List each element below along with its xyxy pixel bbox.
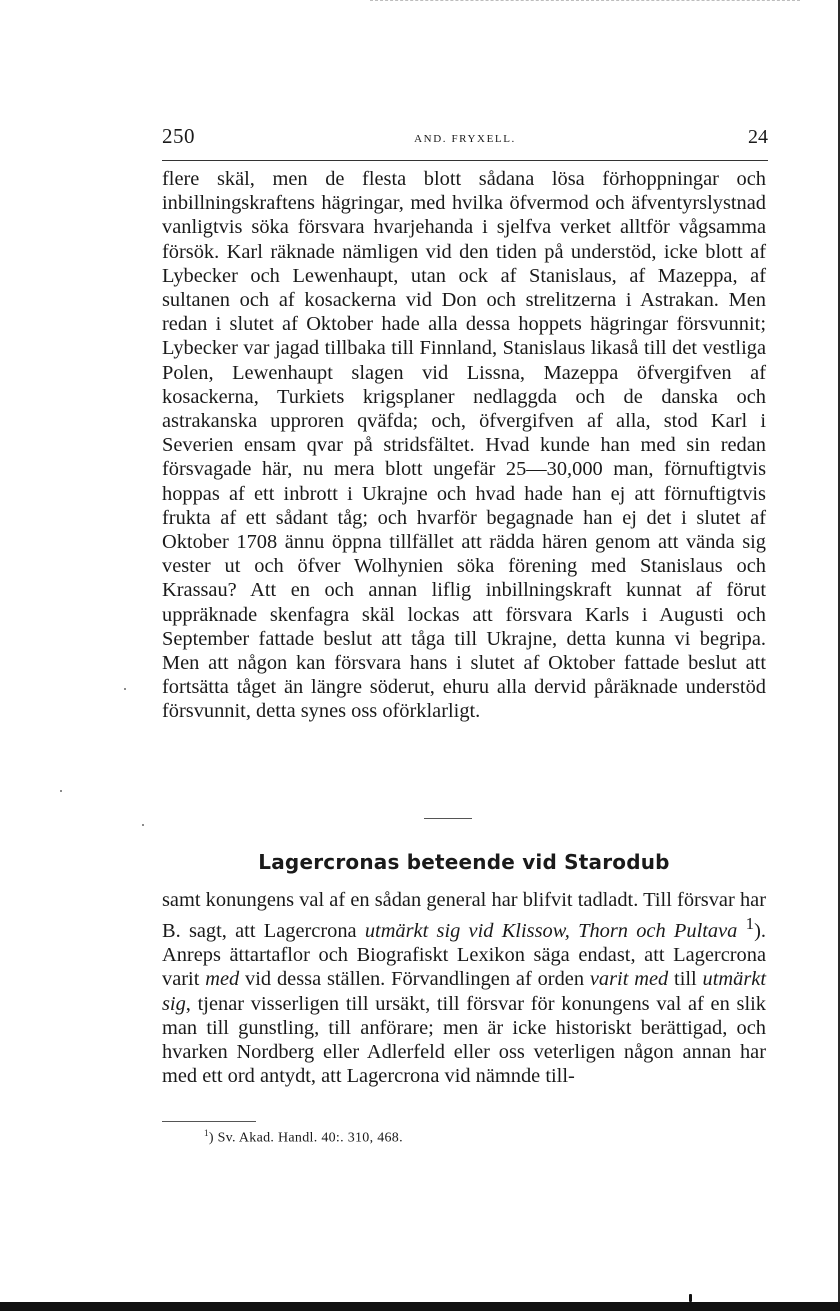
paragraph-2 xyxy=(162,888,766,1088)
p2-text-e: vid dessa ställen. Förvandlingen af orden xyxy=(239,968,590,991)
p2-text-c3: ). Anreps ättartaflor och Biografiskt Lexikon säga endast, att Lagercrona varit xyxy=(162,920,766,991)
page-header xyxy=(162,124,768,158)
p2-text-c xyxy=(737,920,745,942)
section-title: Lagercronas beteende vid Starodub xyxy=(258,850,670,874)
scan-edge-bottom xyxy=(0,1302,840,1311)
footnote-marker: 1 xyxy=(204,1128,209,1138)
footnote-rule xyxy=(162,1121,256,1122)
scan-speck xyxy=(689,1294,692,1302)
section-text xyxy=(162,888,766,1088)
header-rule xyxy=(162,160,768,161)
p2-italic-med: med xyxy=(205,968,240,991)
p2-text-g: till xyxy=(668,968,703,991)
p2-text-i: , tjenar visserligen till ursäkt, till försvar för konungens val af en slik man till gunstling, till anförare; men är icke historiskt berättigad, och hvarken Nordberg eller Adlerfeld eller oss veterligen någon annan har med ett ord antydt, att Lagercrona vid nämnde till- xyxy=(162,992,766,1088)
main-text xyxy=(162,167,766,724)
running-head: AND. FRYXELL. xyxy=(414,133,516,145)
scan-speck xyxy=(60,790,62,792)
p2-footnote-ref: 1 xyxy=(745,914,755,934)
sheet-number: 24 xyxy=(748,126,768,148)
p2-italic-places: utmärkt sig vid Klissow, Thorn och Pultava xyxy=(364,920,738,942)
p2-italic-utmarkt: utmärkt sig xyxy=(162,968,766,1015)
footnote xyxy=(204,1128,403,1147)
p2-italic-varit-med: varit med xyxy=(589,968,669,991)
scan-speck xyxy=(124,688,126,690)
scan-edge-top xyxy=(370,0,800,2)
section-divider xyxy=(424,818,472,819)
page-number: 250 xyxy=(162,124,195,148)
footnote-text: ) Sv. Akad. Handl. 40:. 310, 468. xyxy=(208,1130,403,1146)
paragraph-1: flere skäl, men de flesta blott sådana lösa förhoppningar och inbillningskraftens hägringar, med hvilka öfvermod och äfventyrslystnad vanligtvis söka försvara hvarjehanda i sjelfva verket alltför vågsamma försök. Karl räknade nämligen vid den tiden på understöd, icke blott af Lybecker och Lewenhaupt, utan ock af Stanislaus, af Mazeppa, af sultanen och af kosackerna vid Don och strelitzerna i Astrakan. Men redan i slutet af Oktober hade alla dessa hoppets hägringar försvunnit; Lybecker var jagad tillbaka till Finnland, Stanislaus likaså till det vestliga Polen, Lewenhaupt slagen vid Lissna, Mazeppa öfvergifven af kosackerna, Turkiets krigsplaner nedlaggda och de danska och astrakanska upproren qväfda; och, öfvergifven af alla, stod Karl i Severien ensam qvar på stridsfältet. Hvad kunde han med sin redan försvagade här, nu mera blott ungefär 25—30,000 man, förnuftigtvis hoppas af ett inbrott i Ukrajne och hvad hade han ej att förnuftigtvis frukta af ett sådant tåg; och hvarför begagnade han ej det i slutet af Oktober 1708 ännu öppna tillfället att rädda hären genom att vända sig vester ut och öfver Wolhynien söka förening med Stanislaus och Krassau? Att en och annan liflig inbillningskraft kunnat af förut uppräknade skenfagra skäl lockas att försvara Karls i Augusti och September fattade beslut att tåga till Ukrajne, detta kunna vi begripa. Men att någon kan försvara hans i slutet af Oktober fattade beslut att fortsätta tåget än längre söderut, ehuru alla dervid påräknade understöd försvunnit, detta synes oss oförklarligt. xyxy=(162,168,766,723)
p2-text-a: samt konungens val af en sådan general har blifvit tadladt. Till försvar har B. sagt, att Lagercrona xyxy=(162,889,766,942)
scan-speck xyxy=(142,824,144,826)
